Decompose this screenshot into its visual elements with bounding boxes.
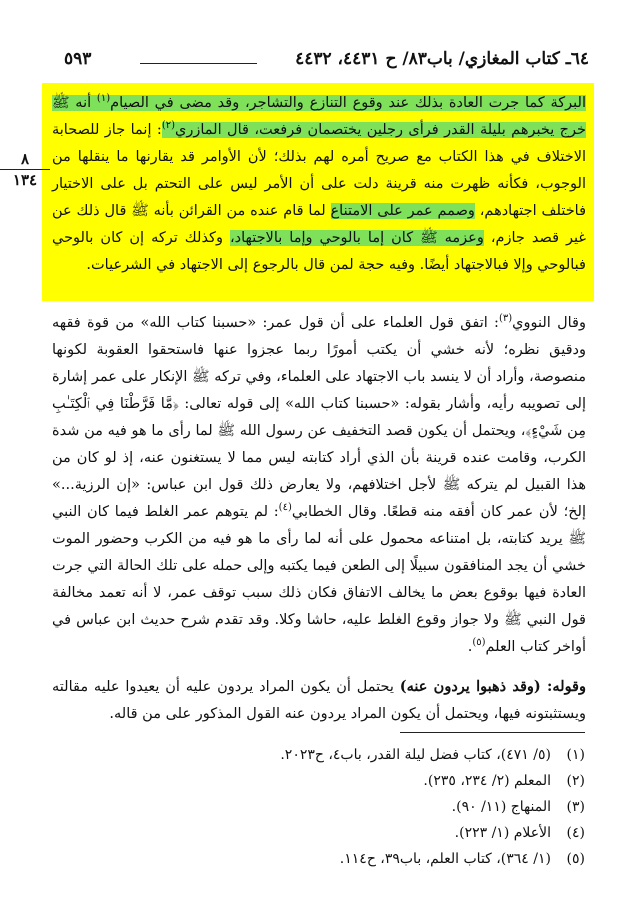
footnote-text: المعلم (٢/ ٢٣٤، ٢٣٥).: [423, 773, 551, 789]
highlight-green-4: وعزمه ﷺ كان إما بالوحي وإما بالاجتهاد،: [229, 230, 484, 246]
footnote-item: [85, 768, 585, 794]
text-segment: : لم يتوهم عمر الغلط فيما كان النبي ﷺ يريد كتابته، بل امتناعه محمول على أنه لما رأى ما هو فيه من الكرب وحضور الموت خشي أن يجد المنافقون سبيلًا إلى الطعن فيما يكتبه وإلى حمله على تلك الحالة التي جرت العادة فيها بوقوع بعض ما يخالف الاتفاق فكان ذلك سبب توقف عمر، لا أنه تعمد مخالفة قول النبي ﷺ ولا جواز وقوع الغلط عليه، حاشا وكلا. وقد تقدم شرح حديث ابن عباس في أواخر كتاب العلم: [52, 504, 586, 655]
text-segment: وقال النووي: [512, 315, 586, 331]
footnote-number: (٥): [566, 851, 585, 867]
footnote-item: [85, 794, 585, 820]
margin-reference-bottom: ١٣٤: [12, 171, 38, 189]
margin-reference: [0, 150, 50, 189]
paragraph-3: [52, 673, 586, 728]
quoted-phrase: وقوله: (وقد ذهبوا يردون عنه): [399, 678, 586, 695]
footnote-number: (٢): [566, 773, 585, 789]
text-segment: أنه ﷺ خرج يخبرهم بليلة القدر فرأى رجلين يختصمان فرفعت،: [52, 95, 586, 138]
footnote-ref: (٢): [161, 120, 175, 132]
footnote-ref: (٤): [278, 502, 292, 514]
footnote-ref: (١): [96, 93, 111, 105]
highlight-green-2: [162, 122, 249, 138]
footnote-number: (٤): [566, 825, 585, 841]
footnote-number: (١): [566, 747, 585, 763]
footnote-text: المنهاج (١١/ ٩٠).: [451, 799, 551, 815]
paragraph-1: [52, 90, 586, 279]
footnote-item: [85, 820, 585, 846]
footnote-separator: [400, 732, 585, 733]
text-segment: .: [467, 639, 473, 655]
footnote-text: الأعلام (١/ ٢٢٣).: [454, 825, 551, 841]
footnotes: [85, 742, 585, 872]
paragraph-2: [52, 310, 586, 661]
footnote-item: [85, 742, 585, 768]
text-segment: : اتفق قول العلماء على أن قول عمر: «حسبنا كتاب الله» من قوة فقهه ودقيق نظره؛ لأنه خشي أن يكتب أمورًا ربما عجزوا عنها فاستحقوا العقوبة لكونها منصوصة، وأراد أن لا ينسد باب الاجتهاد على العلماء، وفي تركه ﷺ الإنكار على عمر إشارة إلى تصويبه رأيه، وأشار بقوله: «حسبنا كتاب الله» إلى قوله تعالى: ﴿مَّا فَرَّطْنَا فِي ٱلْكِتَـٰبِ مِن شَيْءٍ﴾، ويحتمل أن يكون قصد التخفيف عن رسول الله ﷺ لما رأى ما هو فيه من شدة الكرب، وقامت عنده قرينة بأن الذي أراد كتابته ليس مما لا يستغنون عنه، إذ لو كان من هذا القبيل لم يتركه ﷺ لأجل اختلافهم، ولا يعارض ذلك قول ابن عباس: «إن الرزية...» إلخ؛ لأن عمر كان أفقه منه قطعًا. وقال الخطابي: [52, 315, 586, 520]
text-segment: : إنما جاز للصحابة الاختلاف في هذا الكتاب مع صريح أمره لهم بذلك؛ لأن الأوامر قد يقارنها ما ينقلها من الوجوب، فكأنه ظهرت منه قرينة دلت على أن الأمر ليس على التحتم بل على الاختيار فاختلف اجتهادهم،: [52, 122, 587, 219]
text-segment: البركة كما جرت العادة بذلك عند وقوع التنازع والتشاجر، وقد مضى في الصيام: [110, 95, 586, 111]
footnote-text: (٥/ ٤٧١)، كتاب فضل ليلة القدر، باب٤، ح٢٠٢٣.: [280, 747, 551, 763]
header-rule: [140, 63, 257, 64]
footnote-item: [85, 846, 585, 872]
page-number: ٥٩٣: [64, 49, 92, 69]
footnote-text: (١/ ٣٦٤)، كتاب العلم، باب٣٩، ح١١٤.: [339, 851, 551, 867]
footnote-ref: (٥): [472, 637, 486, 649]
footnote-number: (٣): [566, 799, 585, 815]
page-header: [30, 44, 607, 74]
running-title: ٦٤ـ كتاب المغازي/ باب٨٣/ ح ٤٤٣١، ٤٤٣٢: [295, 49, 589, 69]
text-segment: لما قام عنده من القرائن بأنه ﷺ قال ذلك عن غير قصد جازم،: [52, 203, 586, 246]
footnote-ref: (٣): [498, 313, 513, 325]
margin-reference-top: ٨: [0, 150, 50, 170]
text-segment: وكذلك تركه إن كان بالوحي فبالوحي وإلا فبالاجتهاد أيضًا. وفيه حجة لمن قال بالرجوع إلى الاجتهاد في الشرعيات.: [52, 230, 586, 273]
highlight-green-3: وصمم عمر على الامتناع: [330, 203, 475, 219]
text-segment: قال المازري: [175, 122, 249, 138]
text-segment: يحتمل أن يكون المراد يردون عليه أن يعيدوا عليه مقالته ويستثبتونه فيها، ويحتمل أن يكون المراد يردون عنه القول المذكور على من قاله.: [52, 679, 586, 722]
